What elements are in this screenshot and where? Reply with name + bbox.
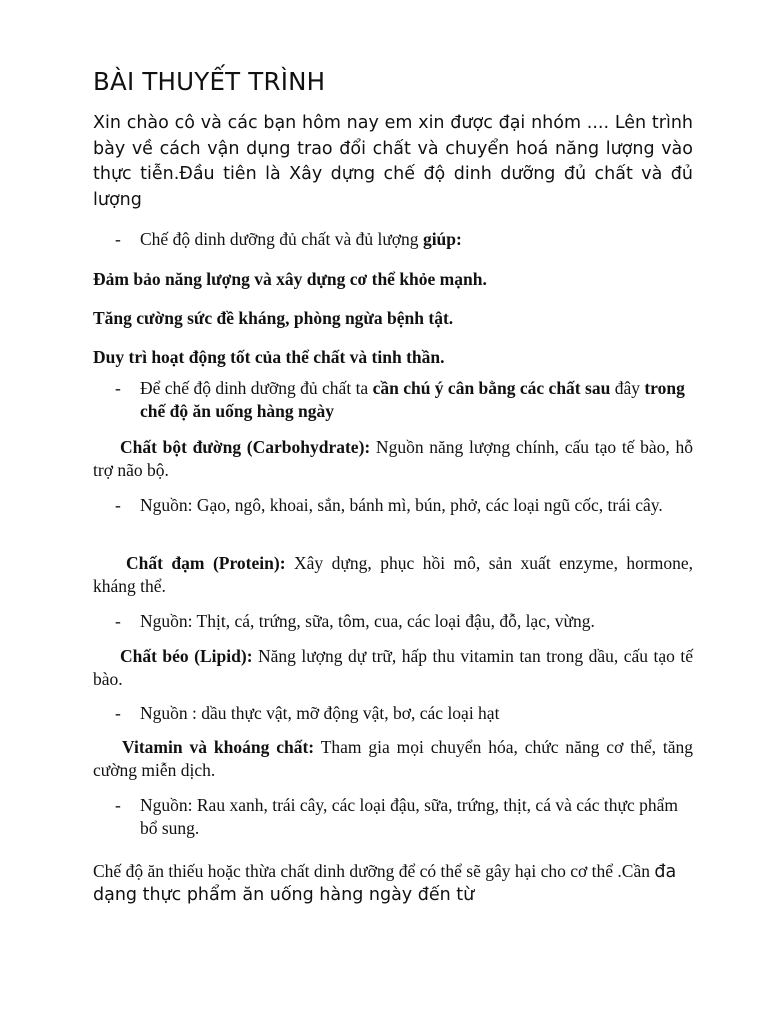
nutrient-paragraph	[93, 645, 693, 691]
benefit-line: Tăng cường sức đề kháng, phòng ngừa bệnh tật.	[93, 308, 454, 328]
nutrient-source: Nguồn: Gạo, ngô, khoai, sắn, bánh mì, bún, phở, các loại ngũ cốc, trái cây.	[140, 495, 663, 515]
bullet-item	[93, 610, 693, 633]
benefit-line: Duy trì hoạt động tốt của thể chất và tinh thần.	[93, 347, 445, 367]
bullet-item	[93, 228, 693, 251]
nutrient-name: Vitamin và khoáng chất:	[122, 737, 315, 757]
nutrient-source: Nguồn : dầu thực vật, mỡ động vật, bơ, các loại hạt	[140, 703, 500, 723]
nutrient-desc: Năng lượng dự trữ, hấp thu vitamin tan trong dầu, cấu tạo tế bào.	[93, 646, 694, 689]
bullet-text: Để chế độ dinh dưỡng đủ chất ta cần chú ý cân bằng các chất sau đây trong chế độ ăn uống hàng ngày	[140, 378, 685, 421]
nutrient-paragraph	[93, 436, 693, 482]
bullet-dash: -	[115, 378, 121, 398]
nutrient-paragraph	[93, 552, 693, 598]
bullet-dash: -	[115, 611, 121, 631]
bullet-item	[93, 702, 693, 725]
bullet-dash: -	[115, 229, 121, 249]
nutrient-name: Chất đạm (Protein):	[126, 553, 286, 573]
nutrient-paragraph	[93, 736, 693, 782]
bullet-item	[93, 794, 693, 840]
nutrient-desc: Nguồn năng lượng chính, cấu tạo tế bào, hỗ trợ não bộ.	[93, 437, 693, 480]
nutrient-source: Nguồn: Thịt, cá, trứng, sữa, tôm, cua, các loại đậu, đỗ, lạc, vừng.	[140, 611, 595, 631]
bullet-item	[93, 377, 693, 423]
bullet-text: Chế độ dinh dưỡng đủ chất và đủ lượng giúp:	[140, 229, 462, 249]
benefit-line: Đảm bảo năng lượng và xây dựng cơ thể khỏe mạnh.	[93, 269, 487, 289]
nutrient-desc: Xây dựng, phục hồi mô, sản xuất enzyme, hormone, kháng thể.	[93, 553, 693, 596]
conclusion-paragraph: Chế độ ăn thiếu hoặc thừa chất dinh dưỡng để có thể sẽ gây hại cho cơ thể .Cần đa dạng thực phẩm ăn uống hàng ngày đến từ	[93, 861, 677, 905]
bullet-item	[93, 494, 693, 517]
nutrient-name: Chất bột đường (Carbohydrate):	[120, 437, 371, 457]
nutrient-desc: Tham gia mọi chuyển hóa, chức năng cơ thể, tăng cường miễn dịch.	[93, 737, 693, 780]
nutrient-name: Chất béo (Lipid):	[120, 646, 253, 666]
bullet-dash: -	[115, 495, 121, 515]
bullet-dash: -	[115, 703, 121, 723]
intro-paragraph: Xin chào cô và các bạn hôm nay em xin được đại nhóm .... Lên trình bày về cách vận dụng trao đổi chất và chuyển hoá năng lượng vào thực tiễn.Đầu tiên là Xây dựng chế độ dinh dưỡng đủ chất và đủ lượng	[93, 113, 693, 210]
nutrient-source: Nguồn: Rau xanh, trái cây, các loại đậu, sữa, trứng, thịt, cá và các thực phẩm bổ sung.	[140, 795, 679, 838]
document-title: BÀI THUYẾT TRÌNH	[93, 67, 326, 96]
bullet-dash: -	[115, 795, 121, 815]
